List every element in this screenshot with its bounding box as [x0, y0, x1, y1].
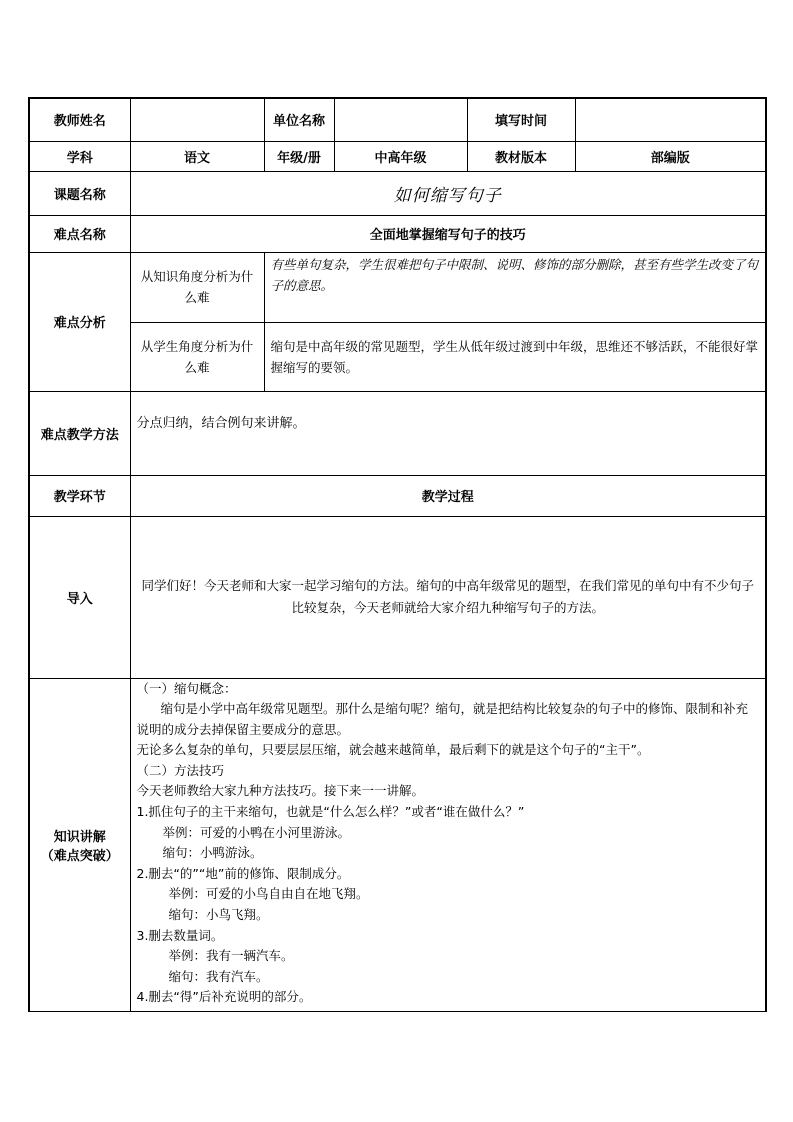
knowledge-label-line2: （难点突破） [40, 848, 119, 864]
knowledge-angle-label: 从知识角度分析为什么难 [130, 252, 264, 322]
subject-value: 语文 [130, 141, 264, 171]
knowledge-row [29, 678, 766, 1011]
intro-text: 同学们好！今天老师和大家一起学习缩句的方法。缩句的中高年级常见的题型，在我们常见的单句中有不少句子比较复杂，今天老师就给大家介绍九种缩写句子的方法。 [130, 516, 766, 678]
subject-label: 学科 [29, 141, 130, 171]
topic-row [29, 171, 766, 215]
knowledge-line: 4.删去“得”后补充说明的部分。 [136, 989, 312, 1005]
lesson-plan-table [28, 97, 767, 1012]
fill-time-label: 填写时间 [467, 98, 575, 141]
unit-value[interactable] [334, 98, 467, 141]
header-row [29, 98, 766, 141]
fill-time-value[interactable] [575, 98, 766, 141]
knowledge-line: 举例：可爱的小鸟自由自在地飞翔。 [168, 886, 369, 902]
knowledge-line: 举例：我有一辆汽车。 [168, 948, 294, 964]
knowledge-line: （一）缩句概念： [136, 680, 237, 696]
knowledge-line: 缩句：我有汽车。 [168, 968, 269, 984]
difficulty-row [29, 215, 766, 252]
knowledge-angle-text: 有些单句复杂，学生很难把句子中限制、说明、修饰的部分删除，甚至有些学生改变了句子的意思。 [264, 252, 766, 322]
analysis-knowledge-row [29, 252, 766, 322]
process-label: 教学过程 [130, 475, 766, 516]
knowledge-line: 缩句：小鸭游泳。 [162, 845, 263, 861]
intro-row [29, 516, 766, 678]
knowledge-line: 缩句：小鸟飞翔。 [168, 907, 269, 923]
knowledge-line: 举例：可爱的小鸭在小河里游泳。 [162, 824, 351, 840]
knowledge-line: 缩句是小学中高年级常见题型。那什么是缩句呢？缩句，就是把结构比较复杂的句子中的修饰、限制和补充说明的成分去掉保留主要成分的意思。 [136, 701, 749, 737]
textbook-label: 教材版本 [467, 141, 575, 171]
knowledge-line: （二）方法技巧 [136, 762, 225, 778]
method-row [29, 391, 766, 475]
student-angle-text: 缩句是中高年级的常见题型，学生从低年级过渡到中年级，思维还不够活跃，不能很好掌握缩写的要领。 [264, 322, 766, 391]
analysis-label: 难点分析 [29, 252, 130, 391]
grade-label: 年级/册 [264, 141, 334, 171]
knowledge-label-line1: 知识讲解 [53, 829, 106, 845]
knowledge-line: 2.删去“的”“地”前的修饰、限制成分。 [136, 865, 350, 881]
knowledge-label [29, 678, 130, 1011]
method-text: 分点归纳，结合例句来讲解。 [130, 391, 766, 475]
difficulty-name: 全面地掌握缩写句子的技巧 [130, 215, 766, 252]
method-label: 难点教学方法 [29, 391, 130, 475]
difficulty-label: 难点名称 [29, 215, 130, 252]
teacher-name-label: 教师姓名 [29, 98, 130, 141]
topic-label: 课题名称 [29, 171, 130, 215]
topic-title: 如何缩写句子 [130, 171, 766, 215]
intro-label: 导入 [29, 516, 130, 678]
info-row [29, 141, 766, 171]
teacher-name-value[interactable] [130, 98, 264, 141]
unit-label: 单位名称 [264, 98, 334, 141]
grade-value: 中高年级 [334, 141, 467, 171]
knowledge-line: 1.抓住句子的主干来缩句，也就是“什么怎么样？”或者“谁在做什么？” [136, 804, 525, 820]
process-header-row [29, 475, 766, 516]
knowledge-line: 今天老师教给大家九种方法技巧。接下来一一讲解。 [136, 783, 425, 799]
student-angle-label: 从学生角度分析为什么难 [130, 322, 264, 391]
knowledge-line: 3.删去数量词。 [136, 927, 224, 943]
knowledge-content [130, 678, 766, 1011]
knowledge-line: 无论多么复杂的单句，只要层层压缩，就会越来越简单，最后剩下的就是这个句子的“主干”。 [136, 742, 650, 758]
analysis-student-row [29, 322, 766, 391]
textbook-value: 部编版 [575, 141, 766, 171]
stage-label: 教学环节 [29, 475, 130, 516]
